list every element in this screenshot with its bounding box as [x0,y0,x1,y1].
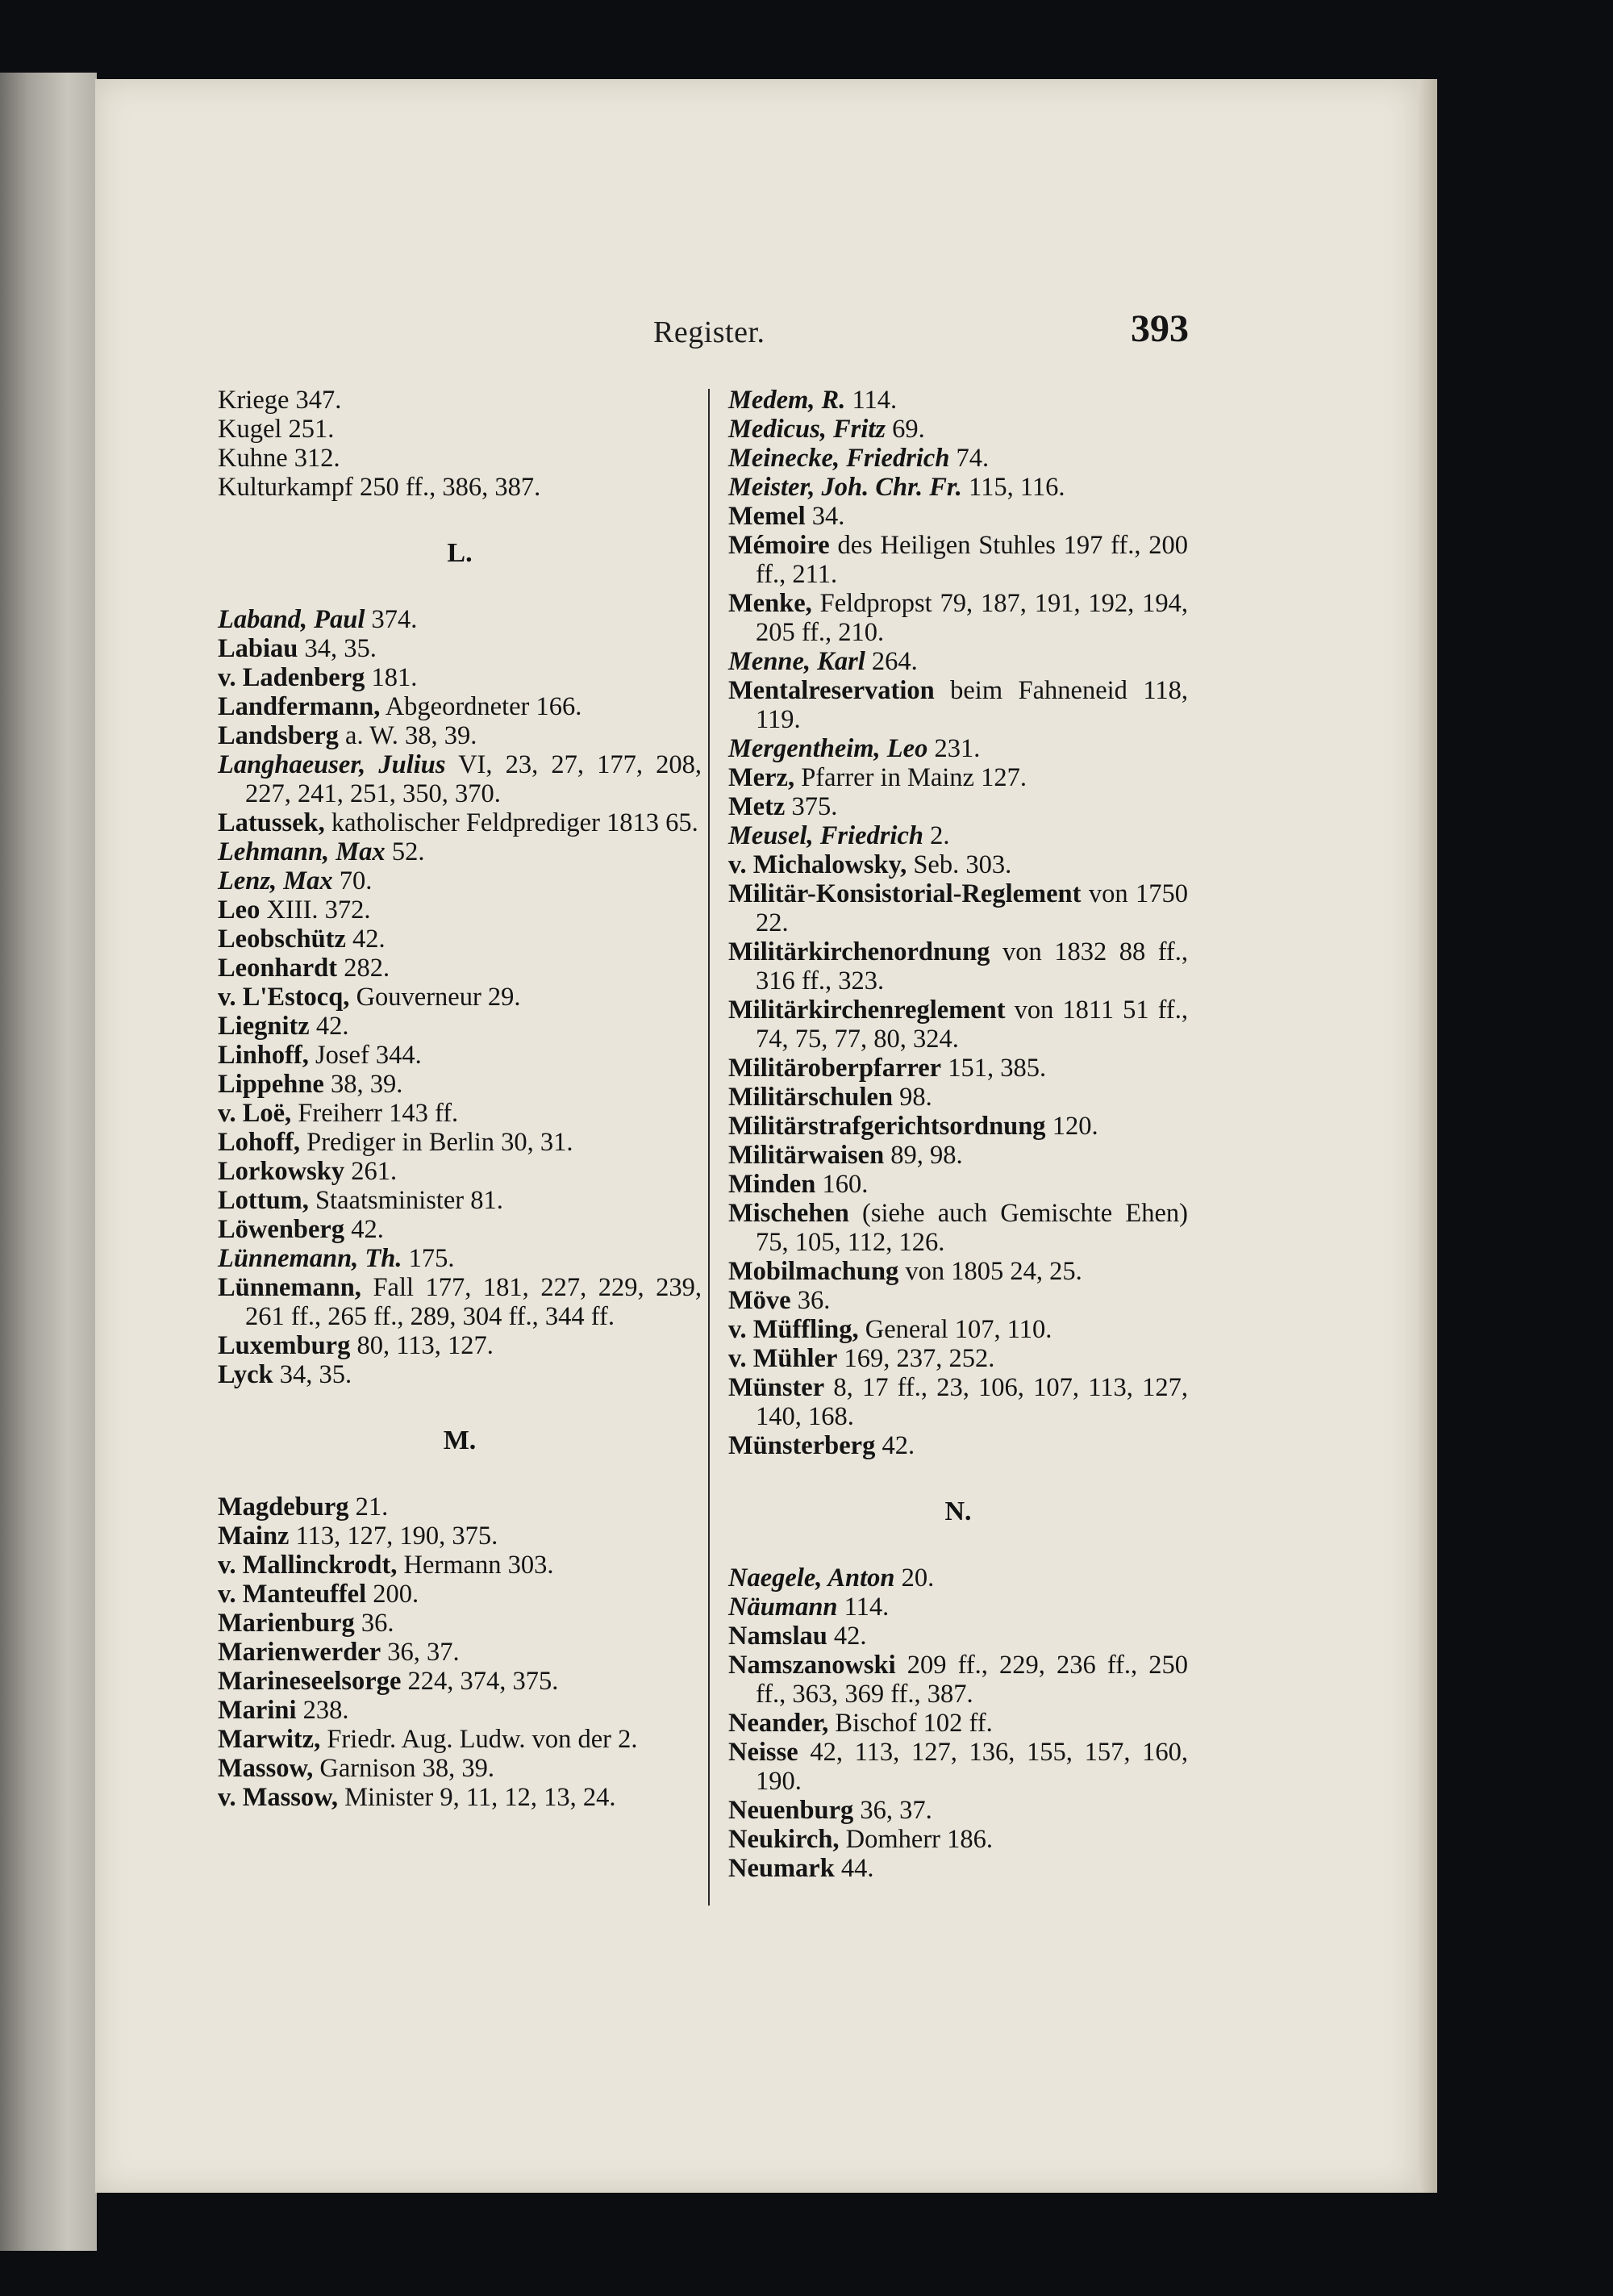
index-entry [218,750,702,808]
l-entries [218,605,702,1389]
entry-term: Marineseelsorge [218,1667,402,1696]
entry-references: 42. [345,925,386,954]
entry-references: a. W. 38, 39. [338,721,477,750]
index-entry [728,1593,1188,1622]
entry-term: Lenz, Max [218,866,333,895]
index-entry [728,792,1188,821]
index-entry [218,1492,702,1522]
entry-term: Militärwaisen [728,1141,885,1170]
index-entry [218,925,702,954]
index-entry: Kulturkampf 250 ff., 386, 387. [218,473,541,502]
m-entries [218,1492,702,1812]
entry-term: Näumann [728,1593,838,1622]
entry-term: Lippehne [218,1070,324,1099]
entry-term: Mischehen [728,1199,849,1228]
index-entry [728,937,1188,996]
index-entry [218,1609,702,1638]
entry-term: Leo [218,895,260,925]
entry-references: 38, 39. [323,1070,403,1099]
entry-references: 21. [348,1492,389,1522]
index-entry [728,1622,1188,1651]
entry-references: 113, 127, 190, 375. [289,1522,498,1551]
entry-term: v. Michalowsky, [728,850,907,879]
entry-references: 36, 37. [853,1796,932,1825]
index-entry [218,1522,702,1551]
entry-references: Prediger in Berlin 30, 31. [300,1128,573,1157]
entry-term: v. Ladenberg [218,663,365,692]
entry-term: Luxemburg [218,1331,351,1360]
index-entry [728,502,1188,531]
entry-references: 34, 35. [273,1360,352,1389]
entry-term: Münsterberg [728,1431,876,1460]
entry-term: Münster [728,1373,825,1402]
entry-references: 36, 37. [381,1638,460,1667]
index-entry [728,1054,1188,1083]
entry-references: Fall 177, 181, 227, 229, 239, 261 ff., 265 ff., 289, 304 ff., 344 ff. [245,1273,702,1331]
entry-term: Marienwerder [218,1638,381,1667]
index-entry [728,1709,1188,1738]
index-entry [728,1083,1188,1112]
entry-term: Mentalreservation [728,676,935,705]
index-entry [728,415,1188,444]
entry-references: Staatsminister 81. [308,1186,503,1215]
entry-references: 89, 98. [884,1141,963,1170]
entry-term: Naegele, Anton [728,1563,895,1593]
entry-references: 151, 385. [941,1054,1047,1083]
entry-term: Menke, [728,589,812,618]
index-entry [218,895,702,925]
index-entry [728,1257,1188,1286]
entry-term: Militärkirchenordnung [728,937,990,966]
index-entry [218,1128,702,1157]
index-entry [218,1551,702,1580]
entry-references: 98. [893,1083,932,1112]
entry-references: von 1811 51 ff., 74, 75, 77, 80, 324. [756,996,1188,1054]
entry-term: Liegnitz [218,1012,310,1041]
index-column-left [218,386,702,1812]
index-entry [218,1754,702,1783]
entry-term: Latussek, [218,808,325,837]
entry-term: Mémoire [728,531,830,560]
entry-references: 74. [949,444,990,473]
entry-references: Garnison 38, 39. [313,1754,495,1783]
index-entry [728,589,1188,647]
index-entry [728,1199,1188,1257]
index-entry [728,676,1188,734]
entry-term: Militärstrafgerichtsordnung [728,1112,1046,1141]
index-entry [218,837,702,866]
entry-term: Linhoff, [218,1041,309,1070]
entry-references: 115, 116. [961,473,1065,502]
entry-references: 261. [344,1157,398,1186]
index-entry [728,763,1188,792]
entry-term: Meinecke, Friedrich [728,444,950,473]
entry-references: des Heiligen Stuhles 197 ff., 200 ff., 211. [756,531,1188,589]
index-entry [728,1854,1188,1883]
index-entry: Kriege 347. [218,386,342,415]
index-entry [218,954,702,983]
entry-term: Landsberg [218,721,339,750]
index-entry [218,1273,702,1331]
index-entry [728,444,1188,473]
entry-term: Neisse [728,1738,798,1767]
entry-term: Mainz [218,1522,290,1551]
entry-references: Friedr. Aug. Ludw. von der 2. [320,1725,638,1754]
section-heading-l: L. [447,538,473,568]
entry-term: Lünnemann, Th. [218,1244,402,1273]
entry-term: v. L'Estocq, [218,983,350,1012]
entry-references: Hermann 303. [397,1551,554,1580]
entry-references: 34, 35. [298,634,377,663]
entry-term: Magdeburg [218,1492,349,1522]
entry-term: Massow, [218,1754,314,1783]
section-heading-m: M. [443,1426,477,1455]
adjacent-page-edge [0,73,97,2251]
entry-references: 69. [886,415,925,444]
index-entry [218,808,702,837]
entry-term: Minden [728,1170,816,1199]
running-header: Register. [653,315,765,349]
index-entry [218,1215,702,1244]
entry-term: Meister, Joh. Chr. Fr. [728,473,962,502]
entry-references: katholischer Feldprediger 1813 65. [324,808,698,837]
index-entry [728,1431,1188,1460]
entry-term: Möve [728,1286,791,1315]
entry-term: Militärkirchenreglement [728,996,1006,1025]
index-entry [728,1344,1188,1373]
entry-references: 52. [385,837,425,866]
entry-term: Landfermann, [218,692,381,721]
entry-term: Neander, [728,1709,829,1738]
entry-references: 42. [875,1431,915,1460]
entry-references: Pfarrer in Mainz 127. [794,763,1027,792]
index-entry [728,1170,1188,1199]
page-number: 393 [1131,307,1189,350]
entry-term: Lyck [218,1360,273,1389]
index-entry [218,605,702,634]
index-entry [728,386,1188,415]
index-entry [218,1099,702,1128]
entry-references: 42. [344,1215,384,1244]
entry-term: Löwenberg [218,1215,345,1244]
entry-term: v. Mühler [728,1344,838,1373]
index-entry [218,1157,702,1186]
entry-references: 181. [365,663,418,692]
entry-references: 2. [923,821,950,850]
entry-term: Namszanowski [728,1651,896,1680]
index-entry: Kugel 251. [218,415,335,444]
entry-term: v. Massow, [218,1783,338,1812]
index-entry [218,1041,702,1070]
entry-references: Domherr 186. [839,1825,993,1854]
entry-references: 282. [337,954,390,983]
entry-references: 20. [894,1563,935,1593]
entry-term: Neukirch, [728,1825,840,1854]
entry-references: (siehe auch Gemischte Ehen) 75, 105, 112, 126. [756,1199,1188,1257]
entry-references: 42. [827,1622,867,1651]
entry-term: Medem, R. [728,386,846,415]
entry-references: Seb. 303. [907,850,1012,879]
entry-references: 231. [927,734,981,763]
index-entry [218,1580,702,1609]
index-entry [218,1360,702,1389]
index-entry [218,1012,702,1041]
index-column-right [728,386,1188,1883]
index-entry [728,1825,1188,1854]
page-edge-shadow [1418,79,1437,2193]
entry-term: Leonhardt [218,954,338,983]
entry-references: 224, 374, 375. [401,1667,559,1696]
entry-term: Lünnemann, [218,1273,361,1302]
index-entry [218,634,702,663]
entry-references: 36. [790,1286,831,1315]
index-entry [218,692,702,721]
index-entry [728,850,1188,879]
entry-term: Memel [728,502,806,531]
entry-term: Lohoff, [218,1128,301,1157]
entry-references: von 1805 24, 25. [898,1257,1082,1286]
entry-references: Abgeordneter 166. [380,692,582,721]
index-entry [728,1651,1188,1709]
index-entry [728,647,1188,676]
entry-references: Josef 344. [308,1041,422,1070]
entry-term: Mobilmachung [728,1257,899,1286]
index-entry [728,1286,1188,1315]
entry-references: Gouverneur 29. [349,983,521,1012]
entry-term: Merz, [728,763,795,792]
entry-references: von 1832 88 ff., 316 ff., 323. [756,937,1188,996]
column-divider [708,389,710,1906]
index-entry [728,821,1188,850]
index-entry [728,1112,1188,1141]
index-entry [218,1696,702,1725]
entry-term: Lehmann, Max [218,837,386,866]
index-entry: Kuhne 312. [218,444,340,473]
entry-term: Meusel, Friedrich [728,821,923,850]
entry-references: VI, 23, 27, 177, 208, 227, 241, 251, 350, 370. [245,750,702,808]
index-entry [218,1331,702,1360]
entry-references: von 1750 22. [756,879,1188,937]
entry-references: 238. [296,1696,349,1725]
entry-term: v. Mallinckrodt, [218,1551,398,1580]
entry-references: Feldpropst 79, 187, 191, 192, 194, 205 ff., 210. [756,589,1188,647]
entry-term: Namslau [728,1622,827,1651]
entry-term: Neuenburg [728,1796,854,1825]
index-entry [728,1373,1188,1431]
index-entry [728,1315,1188,1344]
index-entry [728,734,1188,763]
index-entry [218,1186,702,1215]
entry-term: Menne, Karl [728,647,865,676]
entry-references: 120. [1045,1112,1098,1141]
index-entry [728,1796,1188,1825]
entry-term: Marienburg [218,1609,355,1638]
entry-references: beim Fahneneid 118, 119. [756,676,1188,734]
entry-references: Bischof 102 ff. [828,1709,993,1738]
index-entry [218,983,702,1012]
index-entry [218,1667,702,1696]
entry-references: 375. [785,792,838,821]
entry-term: v. Manteuffel [218,1580,367,1609]
index-entry [218,1638,702,1667]
index-entry [218,1725,702,1754]
entry-term: v. Loë, [218,1099,292,1128]
entry-references: Minister 9, 11, 12, 13, 24. [337,1783,616,1812]
entry-term: Marwitz, [218,1725,321,1754]
entry-term: Militärschulen [728,1083,894,1112]
entry-references: 34. [805,502,845,531]
entry-references: 374. [365,605,418,634]
entry-references: 36. [354,1609,394,1638]
section-heading-n: N. [944,1497,972,1526]
k-entries [218,386,702,502]
entry-references: 42. [309,1012,349,1041]
n-entries [728,1563,1188,1883]
entry-references: 209 ff., 229, 236 ff., 250 ff., 363, 369 ff., 387. [756,1651,1188,1709]
entry-references: General 107, 110. [858,1315,1052,1344]
entry-references: 70. [332,866,373,895]
entry-references: 80, 113, 127. [350,1331,494,1360]
m-entries-continued [728,386,1188,1460]
index-entry [728,1563,1188,1593]
entry-references: 8, 17 ff., 23, 106, 107, 113, 127, 140, 168. [756,1373,1188,1431]
index-entry [218,663,702,692]
index-entry [728,473,1188,502]
entry-references: 200. [366,1580,419,1609]
entry-term: Neumark [728,1854,835,1883]
index-entry [728,531,1188,589]
index-entry [218,866,702,895]
entry-term: Militäroberpfarrer [728,1054,942,1083]
entry-references: 114. [845,386,898,415]
entry-references: 169, 237, 252. [837,1344,995,1373]
entry-references: XIII. 372. [260,895,371,925]
entry-term: Metz [728,792,786,821]
entry-references: 114. [837,1593,890,1622]
entry-term: Labiau [218,634,298,663]
entry-term: Langhaeuser, Julius [218,750,446,779]
entry-term: Militär-Konsistorial-Reglement [728,879,1082,908]
entry-references: Freiherr 143 ff. [291,1099,459,1128]
index-entry [218,1783,702,1812]
entry-term: v. Müffling, [728,1315,859,1344]
index-entry [728,879,1188,937]
index-entry [728,996,1188,1054]
entry-references: 175. [402,1244,455,1273]
entry-term: Medicus, Fritz [728,415,886,444]
entry-term: Laband, Paul [218,605,365,634]
entry-term: Leobschütz [218,925,346,954]
entry-term: Marini [218,1696,297,1725]
index-entry [218,721,702,750]
entry-references: 42, 113, 127, 136, 155, 157, 160, 190. [756,1738,1188,1796]
entry-term: Lottum, [218,1186,309,1215]
entry-references: 160. [815,1170,869,1199]
index-entry [218,1070,702,1099]
index-entry [218,1244,702,1273]
entry-references: 44. [834,1854,874,1883]
entry-references: 264. [865,647,918,676]
entry-term: Lorkowsky [218,1157,345,1186]
index-entry [728,1738,1188,1796]
entry-term: Mergentheim, Leo [728,734,928,763]
index-entry [728,1141,1188,1170]
